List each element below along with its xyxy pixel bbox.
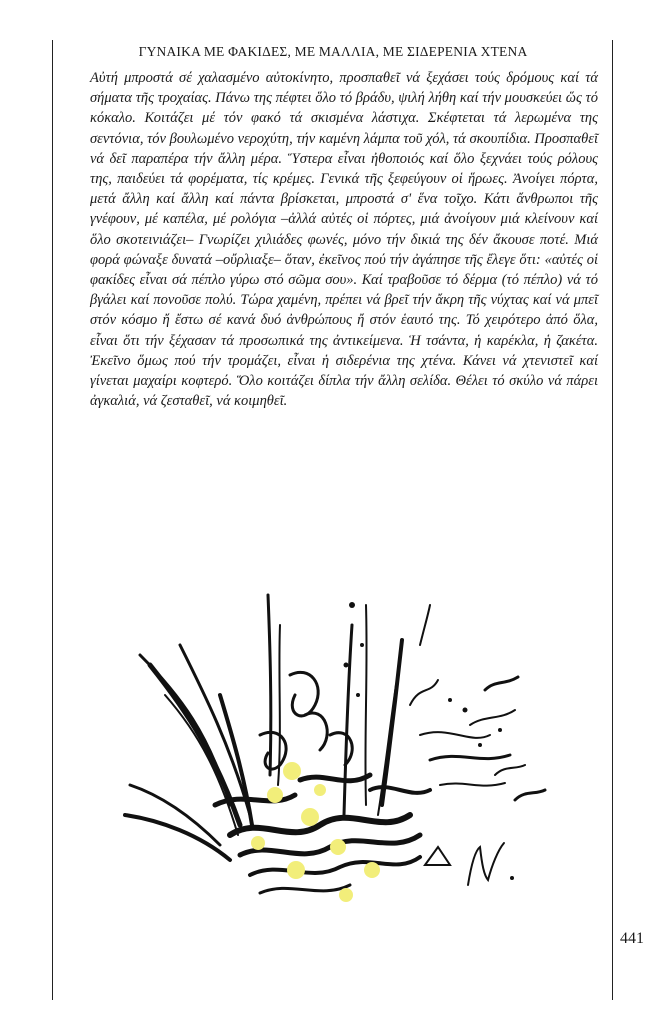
right-margin-rule <box>612 40 613 1000</box>
body-paragraph: Αὐτή μπροστά σέ χαλασμένο αὐτοκίνητο, προσπαθεῖ νά ξεχάσει τούς δρόμους καί τά σήματα τῆς τροχαίας. Πάνω της πέφτει ὅλο τό βράδυ, ψιλή λήθη καί τήν μουσκεύει ὥς τό κόκαλο. Κοιτάζει μέ τόν φακό τά σκισμένα λάστιχα. Σκέφτεται τά λερωμένα της σεντόνια, τόν βουλωμένο νεροχύτη, τήν καμένη λάμπα τοῦ χόλ, τά σκουπίδια. Προσπαθεῖ νά δεῖ παραπέρα τήν ἄλλη μέρα. Ὕστερα εἶναι ἠθοποιός καί ὅλο ξεχνάει τούς ρόλους της, παιδεύει τά φορέματα, τίς κρέμες. Γενικά τῆς ξεφεύγουν οἱ ἥρωες. Ἀνοίγει πόρτα, μετά ἄλλη καί ἄλλη καί πάντα βρίσκεται, μπροστά σ' ἕνα τοῖχο. Κάτι ἄνθρωποι τῆς γνέφουν, μέ καπέλα, μέ ρολόγια –ἀλλά αὐτές οἱ πόρτες, μιά ἀνοίγουν μιά κλείνουν καί ὅλο σκοτεινιάζει– Γνωρίζει χιλιάδες φωνές, μόνο τήν δικιά της δέν ἄκουσε ποτέ. Μιά φορά φώναξε δυνατά –οὔρλιαξε– ὅταν, ἐκεῖνος πού τήν ἀγάπησε τῆς ἔλεγε ὅτι: «αὐτές οἱ φακίδες εἶναι σά πέπλο γύρω στό σῶμα σου». Καί τραβοῦσε τό δέρμα (τό πέπλο) νά τό βγάλει καί πονοῦσε πολύ. Τώρα χαμένη, πρέπει νά βρεῖ τήν ἄκρη τῆς νύχτας καί νά μπεῖ στόν κόσμο ἤ ἔστω σέ κανά δυό ἀνθρώπους ἤ στόν ἑαυτό της. Τό χειρότερο ἀπό ὅλα, εἶναι ὅτι τήν ξέχασαν τά προσωπικά της ἀντικείμενα. Ἡ τσάντα, ἡ καρέκλα, ἡ ζακέτα. Ἐκεῖνο ὅμως πού τήν τρομάζει, εἶναι ἡ σιδερένια της χτένα. Κάνει νά χτενιστεῖ καί γίνεται μαχαίρι κοφτερό. Ὅλο κοιτάζει δίπλα τήν ἄλλη σελίδα. Θέλει τό σκύλο νά πάρει ἀγκαλιά, νά ζεσταθεῖ, νά κοιμηθεῖ. <box>90 70 598 410</box>
left-margin-rule <box>52 40 53 1000</box>
page-number: 441 <box>620 930 644 947</box>
running-head: ΓΥΝΑΙΚΑ ΜΕ ΦΑΚΙΔΕΣ, ΜΕ ΜΑΛΛΙΑ, ΜΕ ΣΙΔΕΡΕΝΙΑ ΧΤΕΝΑ <box>138 44 528 59</box>
ink-illustration <box>120 585 570 915</box>
